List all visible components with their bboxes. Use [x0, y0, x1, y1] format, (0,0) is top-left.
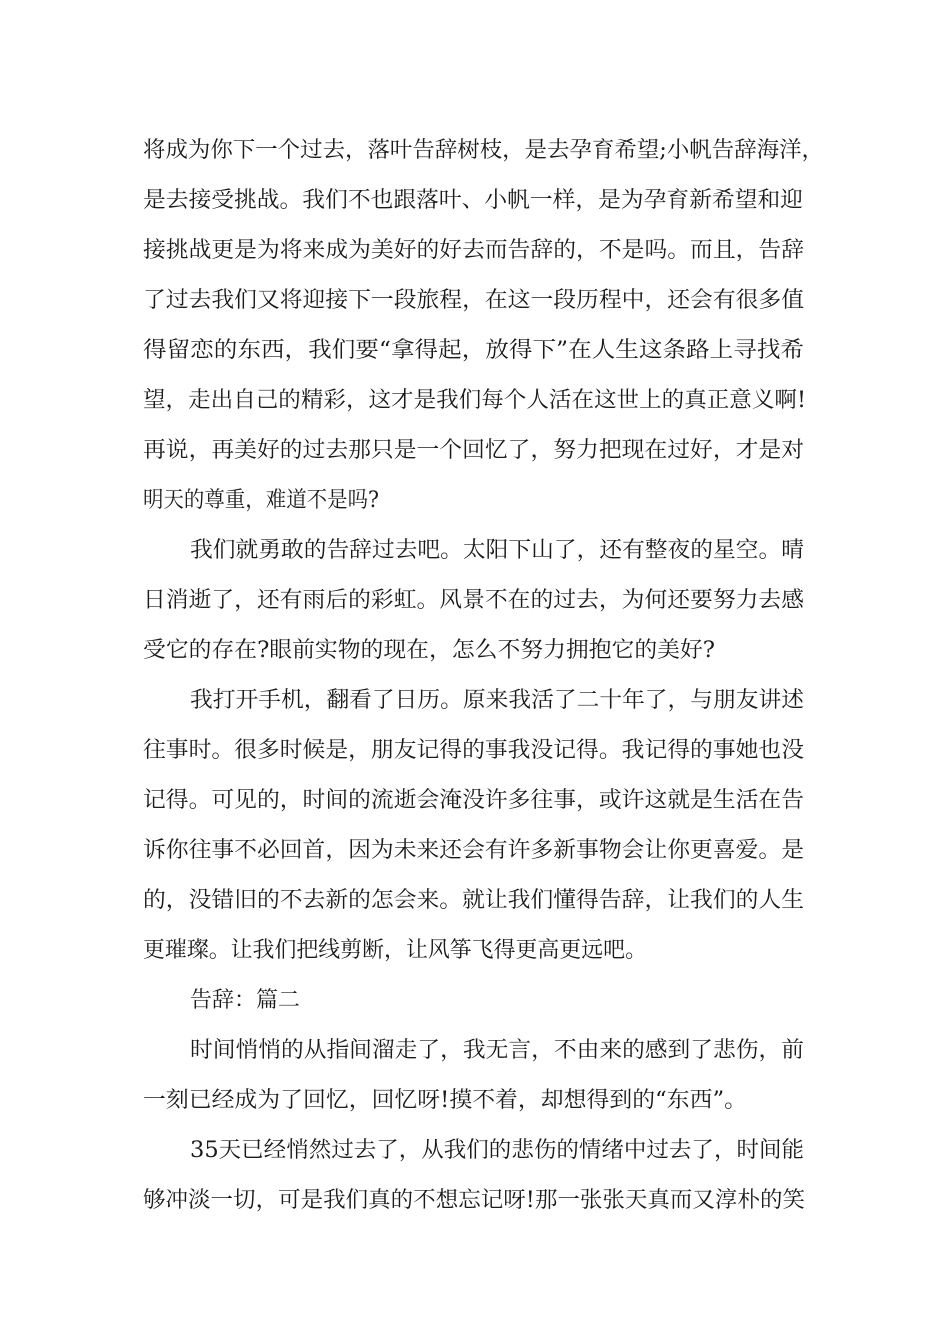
- text-line: 的，没错旧的不去新的怎会来。就让我们懂得告辞，让我们的人生: [143, 888, 804, 913]
- text-line: 明天的尊重，难道不是吗?: [143, 488, 379, 513]
- text-line: 日消逝了，还有雨后的彩虹。风景不在的过去，为何还要努力去感: [143, 588, 804, 613]
- text-line: 更璀璨。让我们把线剪断，让风筝飞得更高更远吧。: [143, 938, 647, 963]
- text-line: 时间悄悄的从指间溜走了，我无言，不由来的感到了悲伤，前: [190, 1038, 804, 1063]
- text-line: 我们就勇敢的告辞过去吧。太阳下山了，还有整夜的星空。晴: [190, 538, 804, 563]
- text-line: 受它的存在?眼前实物的现在，怎么不努力拥抱它的美好?: [143, 638, 715, 663]
- text-line: 望，走出自己的精彩，这才是我们每个人活在这世上的真正意义啊!: [143, 388, 806, 413]
- text-line: 往事时。很多时候是，朋友记得的事我没记得。我记得的事她也没: [143, 738, 804, 763]
- text-line: 再说，再美好的过去那只是一个回忆了，努力把现在过好，才是对: [143, 438, 804, 463]
- text-line: 诉你往事不必回首，因为未来还会有许多新事物会让你更喜爱。是: [143, 838, 804, 863]
- text-line: 得留恋的东西，我们要“拿得起，放得下”在人生这条路上寻找希: [143, 338, 804, 363]
- text-line: 一刻已经成为了回忆，回忆呀!摸不着，却想得到的“东西”。: [143, 1088, 747, 1113]
- text-line: 接挑战更是为将来成为美好的好去而告辞的，不是吗。而且，告辞: [143, 238, 804, 263]
- text-line: 35天已经悄然过去了，从我们的悲伤的情绪中过去了，时间能: [190, 1138, 804, 1163]
- text-line: 够冲淡一切，可是我们真的不想忘记呀!那一张张天真而又淳朴的笑: [143, 1188, 805, 1213]
- text-line: 我打开手机，翻看了日历。原来我活了二十年了，与朋友讲述: [190, 688, 804, 713]
- text-line: 记得。可见的，时间的流逝会淹没许多往事，或许这就是生活在告: [143, 788, 804, 813]
- text-line: 是去接受挑战。我们不也跟落叶、小帆一样，是为孕育新希望和迎: [143, 188, 803, 213]
- section-heading: 告辞：篇二: [190, 988, 300, 1013]
- text-line: 将成为你下一个过去，落叶告辞树枝，是去孕育希望;小帆告辞海洋，: [143, 138, 824, 163]
- text-line: 了过去我们又将迎接下一段旅程，在这一段历程中，还会有很多值: [143, 288, 804, 313]
